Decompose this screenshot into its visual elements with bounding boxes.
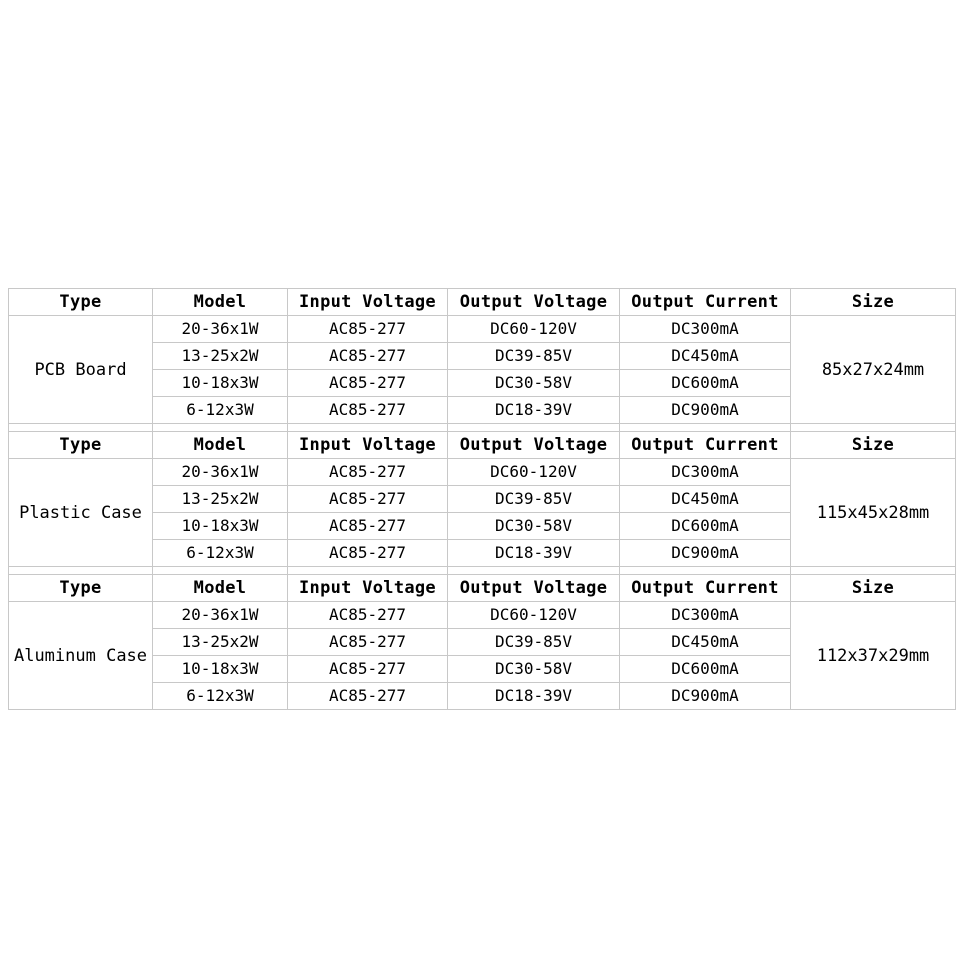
input-voltage-cell: AC85-277 <box>288 459 448 486</box>
output-voltage-cell: DC60-120V <box>448 316 620 343</box>
header-type: Type <box>9 575 153 602</box>
model-cell: 13-25x2W <box>153 486 288 513</box>
table-row <box>9 316 956 343</box>
output-current-cell: DC600mA <box>620 370 791 397</box>
output-voltage-cell: DC18-39V <box>448 397 620 424</box>
output-voltage-cell: DC30-58V <box>448 656 620 683</box>
model-cell: 10-18x3W <box>153 513 288 540</box>
model-cell: 13-25x2W <box>153 629 288 656</box>
size-cell: 112x37x29mm <box>791 602 956 710</box>
header-output-current: Output Current <box>620 289 791 316</box>
header-model: Model <box>153 575 288 602</box>
header-output-current: Output Current <box>620 432 791 459</box>
spacer-row <box>9 567 956 575</box>
spacer-cell <box>9 424 153 432</box>
input-voltage-cell: AC85-277 <box>288 629 448 656</box>
header-input-voltage: Input Voltage <box>288 432 448 459</box>
type-cell: Plastic Case <box>9 459 153 567</box>
header-output-voltage: Output Voltage <box>448 575 620 602</box>
model-cell: 20-36x1W <box>153 459 288 486</box>
table-row <box>9 602 956 629</box>
input-voltage-cell: AC85-277 <box>288 486 448 513</box>
input-voltage-cell: AC85-277 <box>288 656 448 683</box>
model-cell: 20-36x1W <box>153 602 288 629</box>
header-output-voltage: Output Voltage <box>448 432 620 459</box>
output-voltage-cell: DC30-58V <box>448 513 620 540</box>
header-row <box>9 575 956 602</box>
header-row <box>9 432 956 459</box>
spacer-cell <box>448 567 620 575</box>
output-current-cell: DC600mA <box>620 513 791 540</box>
output-voltage-cell: DC60-120V <box>448 459 620 486</box>
spec-table <box>8 288 956 710</box>
output-current-cell: DC900mA <box>620 540 791 567</box>
output-voltage-cell: DC39-85V <box>448 486 620 513</box>
input-voltage-cell: AC85-277 <box>288 397 448 424</box>
output-current-cell: DC900mA <box>620 683 791 710</box>
header-model: Model <box>153 289 288 316</box>
output-current-cell: DC300mA <box>620 316 791 343</box>
output-current-cell: DC450mA <box>620 486 791 513</box>
spacer-row <box>9 424 956 432</box>
model-cell: 6-12x3W <box>153 683 288 710</box>
size-cell: 85x27x24mm <box>791 316 956 424</box>
spacer-cell <box>791 567 956 575</box>
header-model: Model <box>153 432 288 459</box>
header-output-voltage: Output Voltage <box>448 289 620 316</box>
header-size: Size <box>791 575 956 602</box>
type-cell: PCB Board <box>9 316 153 424</box>
input-voltage-cell: AC85-277 <box>288 513 448 540</box>
model-cell: 10-18x3W <box>153 370 288 397</box>
input-voltage-cell: AC85-277 <box>288 540 448 567</box>
output-current-cell: DC300mA <box>620 602 791 629</box>
model-cell: 10-18x3W <box>153 656 288 683</box>
header-size: Size <box>791 432 956 459</box>
model-cell: 20-36x1W <box>153 316 288 343</box>
output-current-cell: DC450mA <box>620 629 791 656</box>
input-voltage-cell: AC85-277 <box>288 370 448 397</box>
spacer-cell <box>9 567 153 575</box>
input-voltage-cell: AC85-277 <box>288 343 448 370</box>
model-cell: 6-12x3W <box>153 397 288 424</box>
spacer-cell <box>153 567 288 575</box>
output-current-cell: DC600mA <box>620 656 791 683</box>
table-row <box>9 459 956 486</box>
output-voltage-cell: DC60-120V <box>448 602 620 629</box>
output-current-cell: DC450mA <box>620 343 791 370</box>
spacer-cell <box>288 424 448 432</box>
spacer-cell <box>620 424 791 432</box>
header-type: Type <box>9 289 153 316</box>
output-voltage-cell: DC39-85V <box>448 629 620 656</box>
output-voltage-cell: DC39-85V <box>448 343 620 370</box>
header-input-voltage: Input Voltage <box>288 289 448 316</box>
output-current-cell: DC900mA <box>620 397 791 424</box>
header-output-current: Output Current <box>620 575 791 602</box>
size-cell: 115x45x28mm <box>791 459 956 567</box>
spacer-cell <box>791 424 956 432</box>
model-cell: 13-25x2W <box>153 343 288 370</box>
input-voltage-cell: AC85-277 <box>288 602 448 629</box>
output-voltage-cell: DC18-39V <box>448 540 620 567</box>
output-current-cell: DC300mA <box>620 459 791 486</box>
spacer-cell <box>620 567 791 575</box>
spacer-cell <box>448 424 620 432</box>
spacer-cell <box>288 567 448 575</box>
header-type: Type <box>9 432 153 459</box>
type-cell: Aluminum Case <box>9 602 153 710</box>
output-voltage-cell: DC30-58V <box>448 370 620 397</box>
header-row <box>9 289 956 316</box>
header-input-voltage: Input Voltage <box>288 575 448 602</box>
input-voltage-cell: AC85-277 <box>288 683 448 710</box>
model-cell: 6-12x3W <box>153 540 288 567</box>
input-voltage-cell: AC85-277 <box>288 316 448 343</box>
header-size: Size <box>791 289 956 316</box>
spacer-cell <box>153 424 288 432</box>
output-voltage-cell: DC18-39V <box>448 683 620 710</box>
